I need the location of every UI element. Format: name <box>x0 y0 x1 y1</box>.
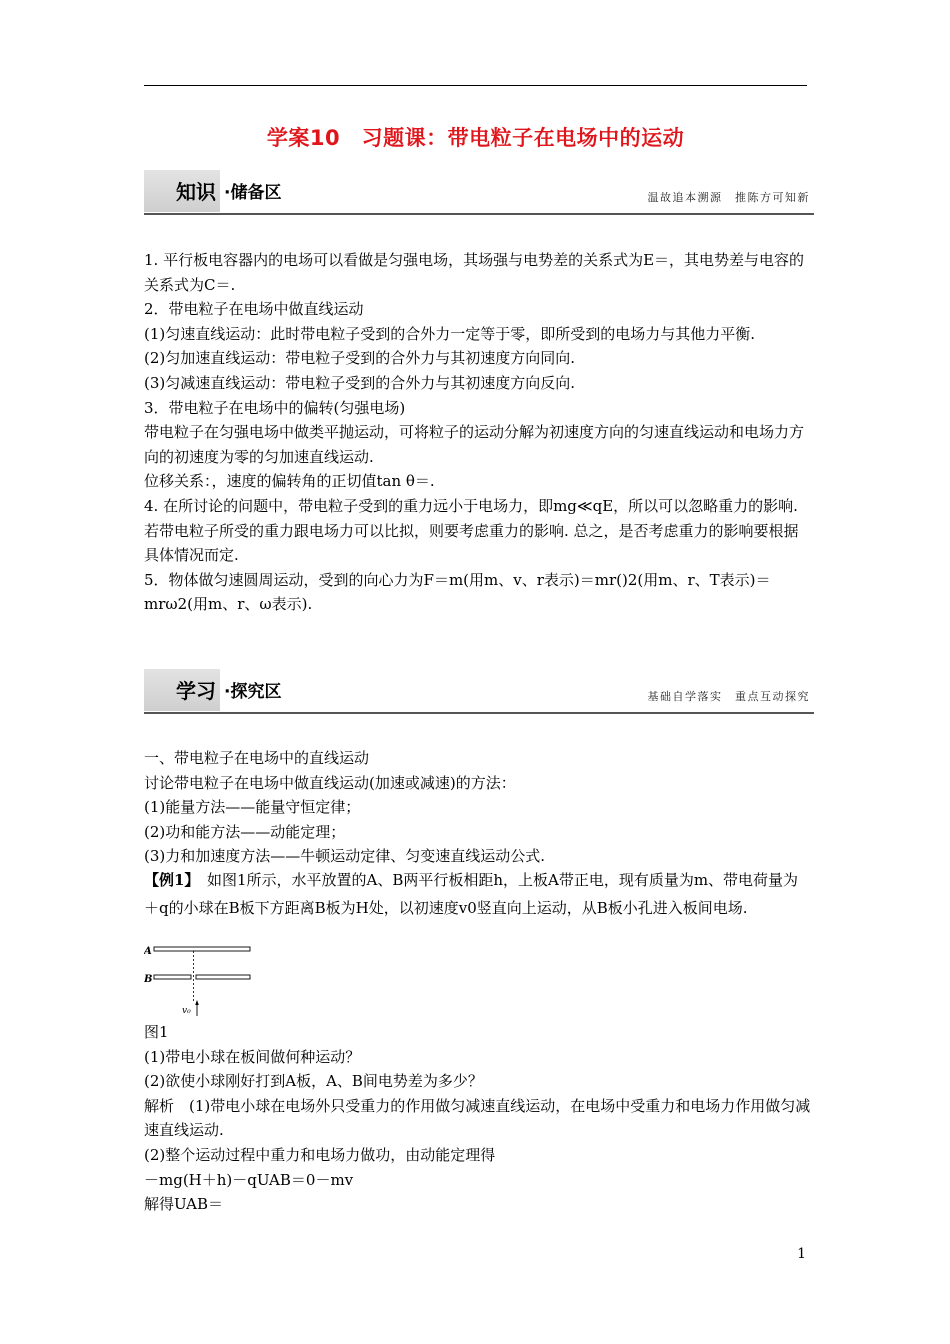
page-title: 学案10 习题课：带电粒子在电场中的运动 <box>266 126 685 150</box>
knowledge-paragraph: 位移关系：，速度的偏转角的正切值tan θ＝. <box>144 472 435 491</box>
knowledge-sub-label: ·储备区 <box>224 183 282 203</box>
question-paragraph: (1)带电小球在板间做何种运动？ <box>144 1047 361 1066</box>
top-rule <box>144 85 807 86</box>
solution-paragraph: (2)整个运动过程中重力和电场力做功，由动能定理得 <box>144 1145 496 1164</box>
example-paragraph <box>144 866 812 922</box>
study-paragraph: 一、带电粒子在电场中的直线运动 <box>144 749 370 767</box>
study-paragraph: (3)力和加速度方法——牛顿运动定律、匀变速直线运动公式. <box>144 847 546 866</box>
study-tab-label: 学习 <box>176 679 216 703</box>
plate-a-label: A <box>144 946 152 957</box>
knowledge-paragraph: 2．带电粒子在电场中做直线运动 <box>144 300 364 319</box>
study-content-bottom <box>144 1020 812 1217</box>
study-tab <box>144 669 220 711</box>
figure-caption: 图1 <box>144 1023 169 1041</box>
knowledge-tab <box>144 170 220 212</box>
plate-b-right <box>196 975 250 979</box>
result-line: 解得UAB＝ <box>144 1195 224 1214</box>
study-motto: 基础自学落实 重点互动探究 <box>647 690 810 703</box>
study-section-header <box>144 669 814 713</box>
knowledge-paragraph: 3．带电粒子在电场中的偏转(匀强电场) <box>144 398 406 417</box>
study-sub-label: ·探究区 <box>224 682 282 702</box>
question-paragraph: (2)欲使小球刚好打到A板，A、B间电势差为多少？ <box>144 1072 483 1091</box>
knowledge-content <box>144 248 812 617</box>
knowledge-paragraph: 带电粒子在匀强电场中做类平抛运动，可将粒子的运动分解为初速度方向的匀速直线运动和电场力方向的初速度为零的匀加速直线运动. <box>144 423 805 466</box>
knowledge-divider <box>144 213 814 215</box>
study-paragraph: (2)功和能方法——动能定理； <box>144 822 346 841</box>
example-text: 如图1所示，水平放置的A、B两平行板相距h，上板A带正电，现有质量为m、带电荷量为＋q的小球在B板下方距离B板为H处，以初速度v0竖直向上运动，从B板小孔进入板间电场. <box>144 870 799 917</box>
solution-paragraph: 解析 (1)带电小球在电场外只受重力的作用做匀减速直线运动，在电场中受重力和电场力作用做匀减速直线运动. <box>144 1096 811 1140</box>
study-paragraph: 讨论带电粒子在电场中做直线运动(加速或减速)的方法： <box>144 773 516 792</box>
plate-b-label: B <box>144 974 153 985</box>
knowledge-section-header <box>144 170 814 214</box>
plate-a <box>154 947 250 951</box>
knowledge-paragraph: (1)匀速直线运动：此时带电粒子受到的合外力一定等于零，即所受到的电场力与其他力平衡. <box>144 324 756 343</box>
equation-line: －mg(H＋h)－qUAB＝0－mv <box>144 1170 354 1189</box>
knowledge-motto: 温故追本溯源 推陈方可知新 <box>647 191 810 204</box>
study-content-top <box>144 746 812 922</box>
knowledge-paragraph: 1. 平行板电容器内的电场可以看做是匀强电场，其场强与电势差的关系式为E＝，其电势差与电容的关系式为C＝. <box>144 251 805 294</box>
knowledge-paragraph: 5．物体做匀速圆周运动，受到的向心力为F＝m(用m、v、r表示)＝mr()2(用m、r、T表示)＝mrω2(用m、r、ω表示). <box>144 570 771 614</box>
knowledge-paragraph: (3)匀减速直线运动：带电粒子受到的合外力与其初速度方向反向. <box>144 373 576 392</box>
example-label: 【例1】 <box>144 870 192 889</box>
knowledge-paragraph: 4. 在所讨论的问题中，带电粒子受到的重力远小于电场力，即mg≪qE，所以可以忽略重力的影响. 若带电粒子所受的重力跟电场力可以比拟，则要考虑重力的影响. 总之，是否考虑重力的影响要根据具体情况而定. <box>144 496 799 565</box>
v0-label: v₀ <box>182 1006 191 1016</box>
page-number: 1 <box>797 1246 806 1262</box>
study-paragraph: (1)能量方法——能量守恒定律； <box>144 798 361 817</box>
figure-parallel-plates <box>144 940 256 1020</box>
plate-b-left <box>154 975 191 979</box>
arrow-head-icon <box>195 1000 199 1005</box>
knowledge-paragraph: (2)匀加速直线运动：带电粒子受到的合外力与其初速度方向同向. <box>144 349 576 368</box>
study-divider <box>144 712 814 714</box>
knowledge-tab-label: 知识 <box>176 180 216 204</box>
